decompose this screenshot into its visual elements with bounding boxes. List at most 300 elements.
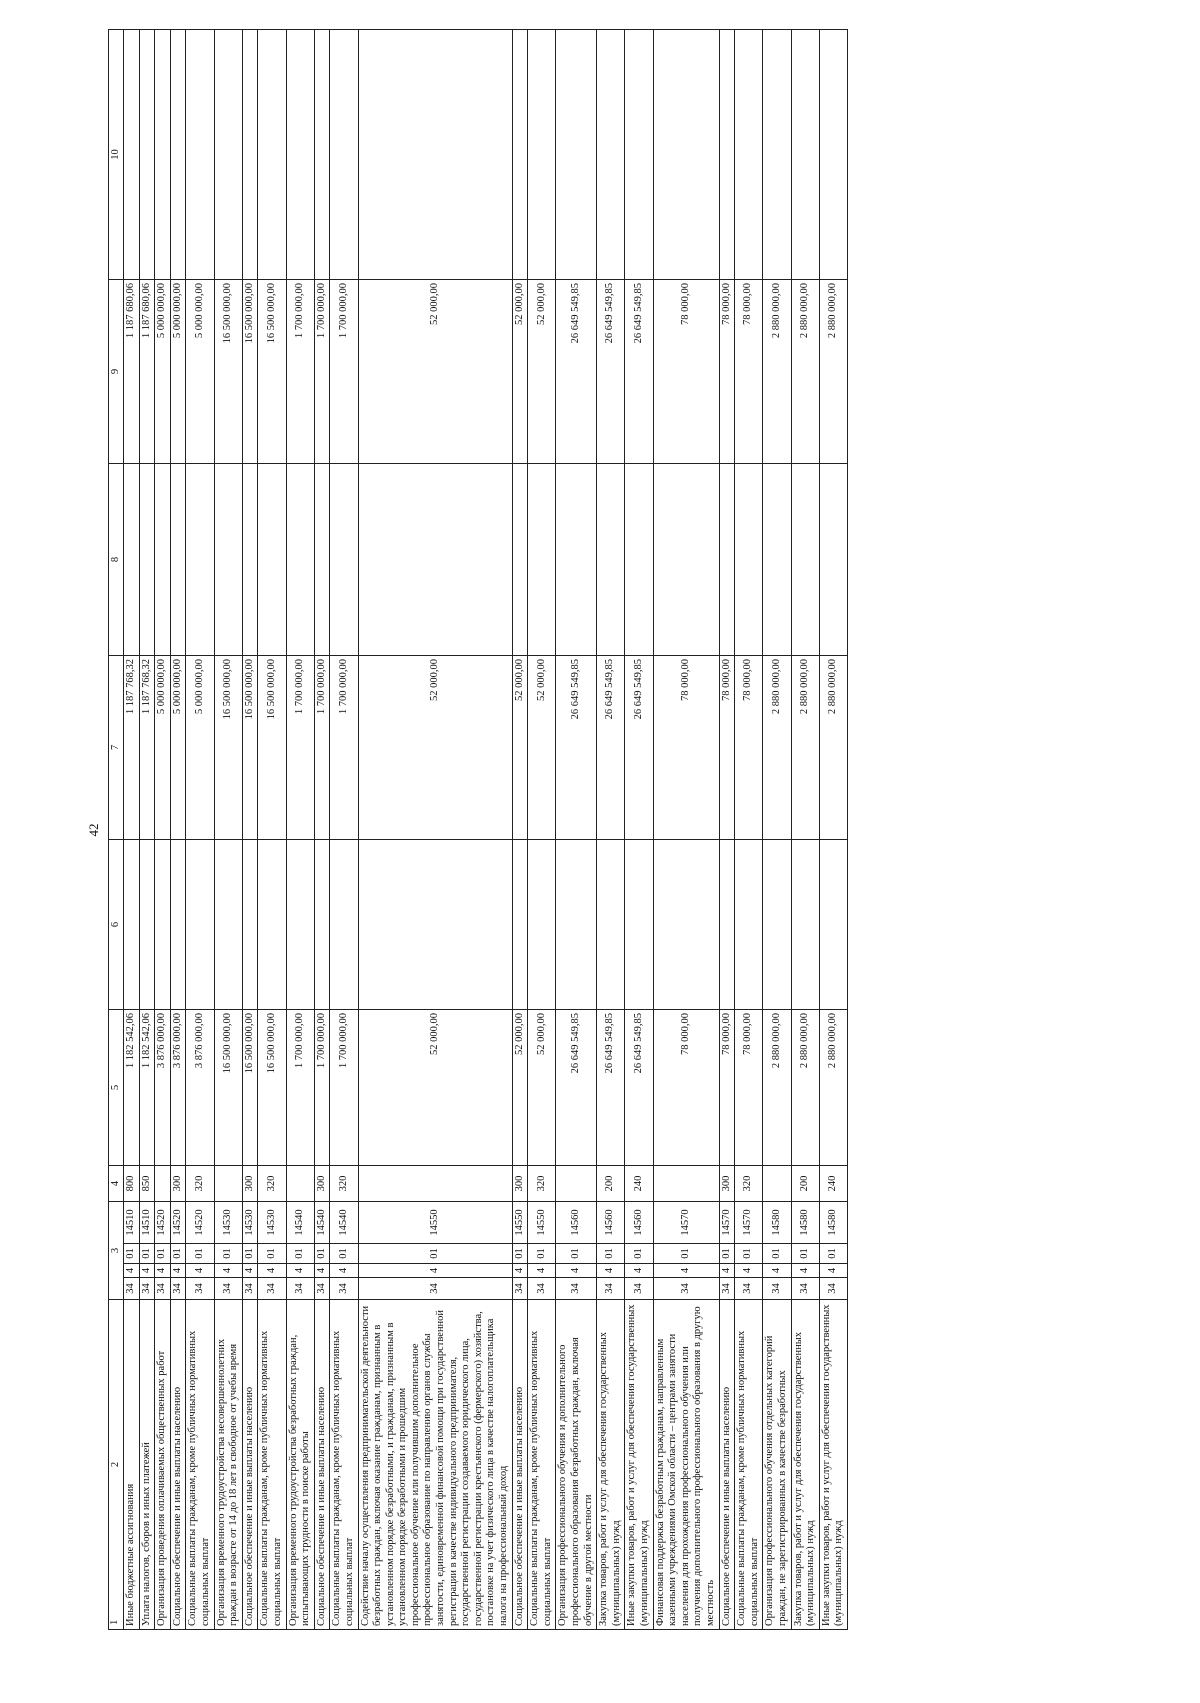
header-cell: 9 bbox=[109, 280, 124, 464]
amount-col7: 78 000,00 bbox=[719, 656, 735, 840]
amount-col7: 78 000,00 bbox=[735, 656, 763, 840]
table-row bbox=[597, 30, 625, 1630]
amount-col9: 16 500 000,00 bbox=[258, 280, 286, 464]
row-name: Иные закупки товаров, работ и услуг для обеспечения государственных (муниципальных) нужд bbox=[625, 1300, 653, 1630]
amount-col10 bbox=[719, 30, 735, 280]
amount-col6 bbox=[214, 840, 242, 1010]
amount-col10 bbox=[735, 30, 763, 280]
amount-col9: 2 880 000,00 bbox=[819, 280, 847, 464]
amount-col8 bbox=[242, 464, 258, 656]
amount-col6 bbox=[170, 840, 186, 1010]
amount-col7: 26 649 549,85 bbox=[597, 656, 625, 840]
table-row bbox=[139, 30, 155, 1630]
expense-type-code: 320 bbox=[735, 1166, 763, 1202]
code-part-c: 01 bbox=[653, 1244, 719, 1264]
amount-col7: 2 880 000,00 bbox=[791, 656, 819, 840]
amount-col5: 52 000,00 bbox=[358, 1010, 512, 1166]
amount-col5: 16 500 000,00 bbox=[258, 1010, 286, 1166]
row-name: Социальные выплаты гражданам, кроме публичных нормативных социальных выплат bbox=[528, 1300, 556, 1630]
amount-col8 bbox=[653, 464, 719, 656]
code-part-d: 14540 bbox=[330, 1202, 358, 1244]
amount-col10 bbox=[625, 30, 653, 280]
amount-col8 bbox=[735, 464, 763, 656]
code-part-c: 01 bbox=[155, 1244, 171, 1264]
amount-col10 bbox=[512, 30, 528, 280]
code-part-b: 4 bbox=[139, 1264, 155, 1278]
amount-col6 bbox=[139, 840, 155, 1010]
code-part-d: 14580 bbox=[819, 1202, 847, 1244]
code-part-b: 4 bbox=[819, 1264, 847, 1278]
header-cell: 7 bbox=[109, 656, 124, 840]
code-part-a: 34 bbox=[653, 1278, 719, 1300]
amount-col9: 78 000,00 bbox=[719, 280, 735, 464]
code-part-c: 01 bbox=[597, 1244, 625, 1264]
expense-type-code: 200 bbox=[597, 1166, 625, 1202]
amount-col6 bbox=[735, 840, 763, 1010]
code-part-d: 14570 bbox=[735, 1202, 763, 1244]
code-part-c: 01 bbox=[242, 1244, 258, 1264]
code-part-c: 01 bbox=[186, 1244, 214, 1264]
code-part-a: 34 bbox=[155, 1278, 171, 1300]
code-part-b: 4 bbox=[358, 1264, 512, 1278]
amount-col10 bbox=[330, 30, 358, 280]
budget-table bbox=[108, 29, 848, 1630]
amount-col5: 3 876 000,00 bbox=[186, 1010, 214, 1166]
expense-type-code: 320 bbox=[330, 1166, 358, 1202]
amount-col10 bbox=[597, 30, 625, 280]
amount-col10 bbox=[214, 30, 242, 280]
code-part-b: 4 bbox=[170, 1264, 186, 1278]
code-part-b: 4 bbox=[214, 1264, 242, 1278]
code-part-a: 34 bbox=[597, 1278, 625, 1300]
code-part-c: 01 bbox=[286, 1244, 314, 1264]
amount-col5: 2 880 000,00 bbox=[791, 1010, 819, 1166]
amount-col10 bbox=[186, 30, 214, 280]
amount-col9: 5 000 000,00 bbox=[155, 280, 171, 464]
amount-col9: 1 187 680,06 bbox=[139, 280, 155, 464]
code-part-d: 14580 bbox=[791, 1202, 819, 1244]
amount-col5: 2 880 000,00 bbox=[819, 1010, 847, 1166]
code-part-a: 34 bbox=[819, 1278, 847, 1300]
code-part-b: 4 bbox=[625, 1264, 653, 1278]
code-part-c: 01 bbox=[763, 1244, 791, 1264]
amount-col9: 1 700 000,00 bbox=[286, 280, 314, 464]
row-name: Организация проведения оплачиваемых общественных работ bbox=[155, 1300, 171, 1630]
amount-col7: 52 000,00 bbox=[528, 656, 556, 840]
expense-type-code: 300 bbox=[512, 1166, 528, 1202]
page-number: 42 bbox=[86, 823, 101, 837]
amount-col8 bbox=[314, 464, 330, 656]
row-name: Иные бюджетные ассигнования bbox=[124, 1300, 140, 1630]
code-part-b: 4 bbox=[258, 1264, 286, 1278]
amount-col7: 16 500 000,00 bbox=[214, 656, 242, 840]
amount-col6 bbox=[625, 840, 653, 1010]
amount-col7: 1 187 768,32 bbox=[139, 656, 155, 840]
code-part-c: 01 bbox=[358, 1244, 512, 1264]
table-row bbox=[791, 30, 819, 1630]
amount-col10 bbox=[314, 30, 330, 280]
row-name: Социальное обеспечение и иные выплаты населению bbox=[512, 1300, 528, 1630]
amount-col10 bbox=[653, 30, 719, 280]
amount-col9: 16 500 000,00 bbox=[242, 280, 258, 464]
row-name: Финансовая поддержка безработным гражданам, направленным казенными учреждениями Омской области – центрами занятости населения для прохождения профессионального обучения или получения дополнительного профессионального образования в другую местность bbox=[653, 1300, 719, 1630]
amount-col9: 26 649 549,85 bbox=[597, 280, 625, 464]
amount-col5: 3 876 000,00 bbox=[155, 1010, 171, 1166]
amount-col7: 26 649 549,85 bbox=[556, 656, 597, 840]
amount-col10 bbox=[286, 30, 314, 280]
code-part-a: 34 bbox=[791, 1278, 819, 1300]
code-part-d: 14550 bbox=[528, 1202, 556, 1244]
amount-col5: 16 500 000,00 bbox=[214, 1010, 242, 1166]
code-part-c: 01 bbox=[258, 1244, 286, 1264]
expense-type-code bbox=[155, 1166, 171, 1202]
amount-col6 bbox=[155, 840, 171, 1010]
amount-col10 bbox=[139, 30, 155, 280]
amount-col10 bbox=[528, 30, 556, 280]
table-row bbox=[124, 30, 140, 1630]
amount-col5: 1 700 000,00 bbox=[314, 1010, 330, 1166]
amount-col8 bbox=[186, 464, 214, 656]
header-cell: 8 bbox=[109, 464, 124, 656]
row-name: Социальные выплаты гражданам, кроме публичных нормативных социальных выплат bbox=[186, 1300, 214, 1630]
code-part-b: 4 bbox=[653, 1264, 719, 1278]
code-part-a: 34 bbox=[170, 1278, 186, 1300]
amount-col9: 26 649 549,85 bbox=[556, 280, 597, 464]
code-part-c: 01 bbox=[719, 1244, 735, 1264]
code-part-d: 14530 bbox=[214, 1202, 242, 1244]
code-part-b: 4 bbox=[528, 1264, 556, 1278]
amount-col6 bbox=[124, 840, 140, 1010]
amount-col6 bbox=[314, 840, 330, 1010]
amount-col5: 3 876 000,00 bbox=[170, 1010, 186, 1166]
amount-col5: 78 000,00 bbox=[653, 1010, 719, 1166]
table-body bbox=[124, 30, 848, 1630]
amount-col6 bbox=[763, 840, 791, 1010]
expense-type-code bbox=[214, 1166, 242, 1202]
code-part-c: 01 bbox=[170, 1244, 186, 1264]
row-name: Социальное обеспечение и иные выплаты населению bbox=[719, 1300, 735, 1630]
amount-col6 bbox=[330, 840, 358, 1010]
code-part-b: 4 bbox=[330, 1264, 358, 1278]
expense-type-code: 320 bbox=[186, 1166, 214, 1202]
amount-col7: 1 187 768,32 bbox=[124, 656, 140, 840]
code-part-a: 34 bbox=[124, 1278, 140, 1300]
expense-type-code bbox=[358, 1166, 512, 1202]
amount-col9: 1 700 000,00 bbox=[314, 280, 330, 464]
table-row bbox=[170, 30, 186, 1630]
amount-col10 bbox=[170, 30, 186, 280]
amount-col8 bbox=[512, 464, 528, 656]
header-col2-label: 2 bbox=[109, 1461, 121, 1468]
code-part-a: 34 bbox=[286, 1278, 314, 1300]
amount-col10 bbox=[358, 30, 512, 280]
code-part-a: 34 bbox=[242, 1278, 258, 1300]
table-row bbox=[258, 30, 286, 1630]
code-part-d: 14530 bbox=[242, 1202, 258, 1244]
table-row bbox=[242, 30, 258, 1630]
expense-type-code: 300 bbox=[719, 1166, 735, 1202]
amount-col9: 5 000 000,00 bbox=[170, 280, 186, 464]
amount-col6 bbox=[242, 840, 258, 1010]
code-part-c: 01 bbox=[625, 1244, 653, 1264]
amount-col9: 5 000 000,00 bbox=[186, 280, 214, 464]
row-name: Уплата налогов, сборов и иных платежей bbox=[139, 1300, 155, 1630]
expense-type-code bbox=[556, 1166, 597, 1202]
expense-type-code: 320 bbox=[258, 1166, 286, 1202]
amount-col5: 16 500 000,00 bbox=[242, 1010, 258, 1166]
code-part-a: 34 bbox=[625, 1278, 653, 1300]
amount-col5: 26 649 549,85 bbox=[556, 1010, 597, 1166]
row-name: Социальное обеспечение и иные выплаты населению bbox=[170, 1300, 186, 1630]
amount-col9: 1 187 680,06 bbox=[124, 280, 140, 464]
amount-col7: 1 700 000,00 bbox=[286, 656, 314, 840]
amount-col9: 78 000,00 bbox=[735, 280, 763, 464]
amount-col5: 1 700 000,00 bbox=[286, 1010, 314, 1166]
row-name: Организация профессионального обучения и дополнительного профессионального образования безработных граждан, включая обучение в другой местности bbox=[556, 1300, 597, 1630]
code-part-d: 14540 bbox=[286, 1202, 314, 1244]
code-part-c: 01 bbox=[735, 1244, 763, 1264]
amount-col6 bbox=[186, 840, 214, 1010]
header-row bbox=[109, 30, 124, 1630]
amount-col8 bbox=[763, 464, 791, 656]
code-part-d: 14520 bbox=[186, 1202, 214, 1244]
table-row bbox=[286, 30, 314, 1630]
code-part-a: 34 bbox=[139, 1278, 155, 1300]
amount-col8 bbox=[258, 464, 286, 656]
header-col1-label: 1 bbox=[109, 1619, 120, 1625]
amount-col7: 5 000 000,00 bbox=[186, 656, 214, 840]
amount-col6 bbox=[512, 840, 528, 1010]
code-part-d: 14550 bbox=[512, 1202, 528, 1244]
code-part-d: 14530 bbox=[258, 1202, 286, 1244]
amount-col5: 26 649 549,85 bbox=[597, 1010, 625, 1166]
amount-col6 bbox=[791, 840, 819, 1010]
code-part-a: 34 bbox=[528, 1278, 556, 1300]
expense-type-code: 800 bbox=[124, 1166, 140, 1202]
table-row bbox=[512, 30, 528, 1630]
amount-col6 bbox=[556, 840, 597, 1010]
code-part-d: 14510 bbox=[139, 1202, 155, 1244]
row-name: Социальное обеспечение и иные выплаты населению bbox=[314, 1300, 330, 1630]
table-row bbox=[314, 30, 330, 1630]
code-part-b: 4 bbox=[791, 1264, 819, 1278]
code-part-d: 14520 bbox=[155, 1202, 171, 1244]
row-name: Иные закупки товаров, работ и услуг для обеспечения государственных (муниципальных) нужд bbox=[819, 1300, 847, 1630]
amount-col7: 2 880 000,00 bbox=[763, 656, 791, 840]
amount-col8 bbox=[819, 464, 847, 656]
code-part-b: 4 bbox=[186, 1264, 214, 1278]
table-row bbox=[528, 30, 556, 1630]
amount-col7: 26 649 549,85 bbox=[625, 656, 653, 840]
amount-col8 bbox=[170, 464, 186, 656]
amount-col9: 52 000,00 bbox=[528, 280, 556, 464]
code-part-b: 4 bbox=[314, 1264, 330, 1278]
amount-col9: 16 500 000,00 bbox=[214, 280, 242, 464]
amount-col10 bbox=[556, 30, 597, 280]
expense-type-code: 240 bbox=[625, 1166, 653, 1202]
expense-type-code: 850 bbox=[139, 1166, 155, 1202]
amount-col7: 52 000,00 bbox=[358, 656, 512, 840]
code-part-a: 34 bbox=[186, 1278, 214, 1300]
amount-col5: 1 182 542,06 bbox=[124, 1010, 140, 1166]
table-row bbox=[625, 30, 653, 1630]
header-cell bbox=[109, 1300, 124, 1630]
expense-type-code: 320 bbox=[528, 1166, 556, 1202]
code-part-b: 4 bbox=[763, 1264, 791, 1278]
amount-col9: 2 880 000,00 bbox=[791, 280, 819, 464]
code-part-d: 14570 bbox=[653, 1202, 719, 1244]
amount-col5: 78 000,00 bbox=[719, 1010, 735, 1166]
amount-col8 bbox=[139, 464, 155, 656]
amount-col8 bbox=[597, 464, 625, 656]
table-row bbox=[763, 30, 791, 1630]
amount-col8 bbox=[625, 464, 653, 656]
code-part-c: 01 bbox=[512, 1244, 528, 1264]
amount-col5: 2 880 000,00 bbox=[763, 1010, 791, 1166]
code-part-b: 4 bbox=[242, 1264, 258, 1278]
code-part-c: 01 bbox=[314, 1244, 330, 1264]
header-cell: 6 bbox=[109, 840, 124, 1010]
code-part-a: 34 bbox=[763, 1278, 791, 1300]
amount-col7: 78 000,00 bbox=[653, 656, 719, 840]
amount-col10 bbox=[242, 30, 258, 280]
amount-col6 bbox=[528, 840, 556, 1010]
amount-col5: 78 000,00 bbox=[735, 1010, 763, 1166]
amount-col6 bbox=[653, 840, 719, 1010]
code-part-c: 01 bbox=[819, 1244, 847, 1264]
row-name: Социальные выплаты гражданам, кроме публичных нормативных социальных выплат bbox=[258, 1300, 286, 1630]
amount-col8 bbox=[358, 464, 512, 656]
expense-type-code bbox=[653, 1166, 719, 1202]
amount-col6 bbox=[358, 840, 512, 1010]
code-part-a: 34 bbox=[719, 1278, 735, 1300]
amount-col10 bbox=[819, 30, 847, 280]
header-cell: 10 bbox=[109, 30, 124, 280]
code-part-c: 01 bbox=[528, 1244, 556, 1264]
amount-col10 bbox=[791, 30, 819, 280]
rotated-page bbox=[86, 30, 1200, 1630]
code-part-b: 4 bbox=[512, 1264, 528, 1278]
code-part-b: 4 bbox=[735, 1264, 763, 1278]
code-part-d: 14550 bbox=[358, 1202, 512, 1244]
row-name: Содействие началу осуществления предпринимательской деятельности безработных граждан, включая оказание гражданам, признанным в установленном порядке безработными, и гражданам, признанным в установленном порядке безработными и прошедшим профессиональное обучение или получившим дополнительное профессиональное образование по направлению органов службы занятости, единовременной финансовой помощи при государственной регистрации в качестве индивидуального предпринимателя, государственной регистрации создаваемого юридического лица, государственной регистрации крестьянского (фермерского) хозяйства, постановке на учет физического лица в качестве налогоплательщика налога на профессиональный доход bbox=[358, 1300, 512, 1630]
amount-col8 bbox=[556, 464, 597, 656]
code-part-c: 01 bbox=[124, 1244, 140, 1264]
row-name: Социальные выплаты гражданам, кроме публичных нормативных социальных выплат bbox=[735, 1300, 763, 1630]
table-row bbox=[719, 30, 735, 1630]
code-part-d: 14560 bbox=[556, 1202, 597, 1244]
amount-col8 bbox=[719, 464, 735, 656]
code-part-a: 34 bbox=[358, 1278, 512, 1300]
code-part-b: 4 bbox=[155, 1264, 171, 1278]
code-part-a: 34 bbox=[214, 1278, 242, 1300]
amount-col6 bbox=[597, 840, 625, 1010]
amount-col7: 16 500 000,00 bbox=[258, 656, 286, 840]
code-part-b: 4 bbox=[556, 1264, 597, 1278]
expense-type-code bbox=[763, 1166, 791, 1202]
code-part-a: 34 bbox=[556, 1278, 597, 1300]
amount-col8 bbox=[286, 464, 314, 656]
amount-col7: 52 000,00 bbox=[512, 656, 528, 840]
row-name: Социальные выплаты гражданам, кроме публичных нормативных социальных выплат bbox=[330, 1300, 358, 1630]
amount-col5: 52 000,00 bbox=[528, 1010, 556, 1166]
amount-col9: 78 000,00 bbox=[653, 280, 719, 464]
table-row bbox=[735, 30, 763, 1630]
code-part-c: 01 bbox=[791, 1244, 819, 1264]
amount-col5: 1 182 542,06 bbox=[139, 1010, 155, 1166]
code-part-d: 14540 bbox=[314, 1202, 330, 1244]
amount-col6 bbox=[819, 840, 847, 1010]
amount-col5: 52 000,00 bbox=[512, 1010, 528, 1166]
expense-type-code: 300 bbox=[242, 1166, 258, 1202]
row-name: Закупка товаров, работ и услуг для обеспечения государственных (муниципальных) нужд bbox=[791, 1300, 819, 1630]
expense-type-code: 200 bbox=[791, 1166, 819, 1202]
header-cell: 3 bbox=[109, 1202, 124, 1300]
amount-col6 bbox=[286, 840, 314, 1010]
amount-col7: 1 700 000,00 bbox=[314, 656, 330, 840]
amount-col10 bbox=[155, 30, 171, 280]
amount-col8 bbox=[330, 464, 358, 656]
table-row bbox=[556, 30, 597, 1630]
table-row bbox=[819, 30, 847, 1630]
table-row bbox=[653, 30, 719, 1630]
amount-col9: 52 000,00 bbox=[512, 280, 528, 464]
amount-col6 bbox=[258, 840, 286, 1010]
amount-col7: 5 000 000,00 bbox=[170, 656, 186, 840]
code-part-a: 34 bbox=[314, 1278, 330, 1300]
row-name: Закупка товаров, работ и услуг для обеспечения государственных (муниципальных) нужд bbox=[597, 1300, 625, 1630]
row-name: Организация временного трудоустройства безработных граждан, испытывающих трудности в поиске работы bbox=[286, 1300, 314, 1630]
code-part-a: 34 bbox=[735, 1278, 763, 1300]
amount-col8 bbox=[124, 464, 140, 656]
table-row bbox=[214, 30, 242, 1630]
code-part-d: 14580 bbox=[763, 1202, 791, 1244]
code-part-b: 4 bbox=[124, 1264, 140, 1278]
code-part-a: 34 bbox=[330, 1278, 358, 1300]
code-part-c: 01 bbox=[556, 1244, 597, 1264]
amount-col7: 16 500 000,00 bbox=[242, 656, 258, 840]
amount-col10 bbox=[258, 30, 286, 280]
amount-col9: 26 649 549,85 bbox=[625, 280, 653, 464]
table-row bbox=[186, 30, 214, 1630]
code-part-d: 14560 bbox=[625, 1202, 653, 1244]
code-part-d: 14520 bbox=[170, 1202, 186, 1244]
code-part-b: 4 bbox=[719, 1264, 735, 1278]
code-part-b: 4 bbox=[597, 1264, 625, 1278]
code-part-c: 01 bbox=[330, 1244, 358, 1264]
table-row bbox=[358, 30, 512, 1630]
code-part-c: 01 bbox=[139, 1244, 155, 1264]
amount-col7: 5 000 000,00 bbox=[155, 656, 171, 840]
table-row bbox=[330, 30, 358, 1630]
amount-col9: 1 700 000,00 bbox=[330, 280, 358, 464]
amount-col8 bbox=[791, 464, 819, 656]
code-part-b: 4 bbox=[286, 1264, 314, 1278]
table-row bbox=[155, 30, 171, 1630]
row-name: Организация временного трудоустройства несовершеннолетних граждан в возрасте от 14 до 18 лет в свободное от учебы время bbox=[214, 1300, 242, 1630]
amount-col10 bbox=[124, 30, 140, 280]
amount-col9: 52 000,00 bbox=[358, 280, 512, 464]
code-part-d: 14560 bbox=[597, 1202, 625, 1244]
amount-col8 bbox=[528, 464, 556, 656]
row-name: Социальное обеспечение и иные выплаты населению bbox=[242, 1300, 258, 1630]
amount-col10 bbox=[763, 30, 791, 280]
expense-type-code: 300 bbox=[314, 1166, 330, 1202]
amount-col6 bbox=[719, 840, 735, 1010]
code-part-a: 34 bbox=[512, 1278, 528, 1300]
code-part-c: 01 bbox=[214, 1244, 242, 1264]
header-cell: 5 bbox=[109, 1010, 124, 1166]
